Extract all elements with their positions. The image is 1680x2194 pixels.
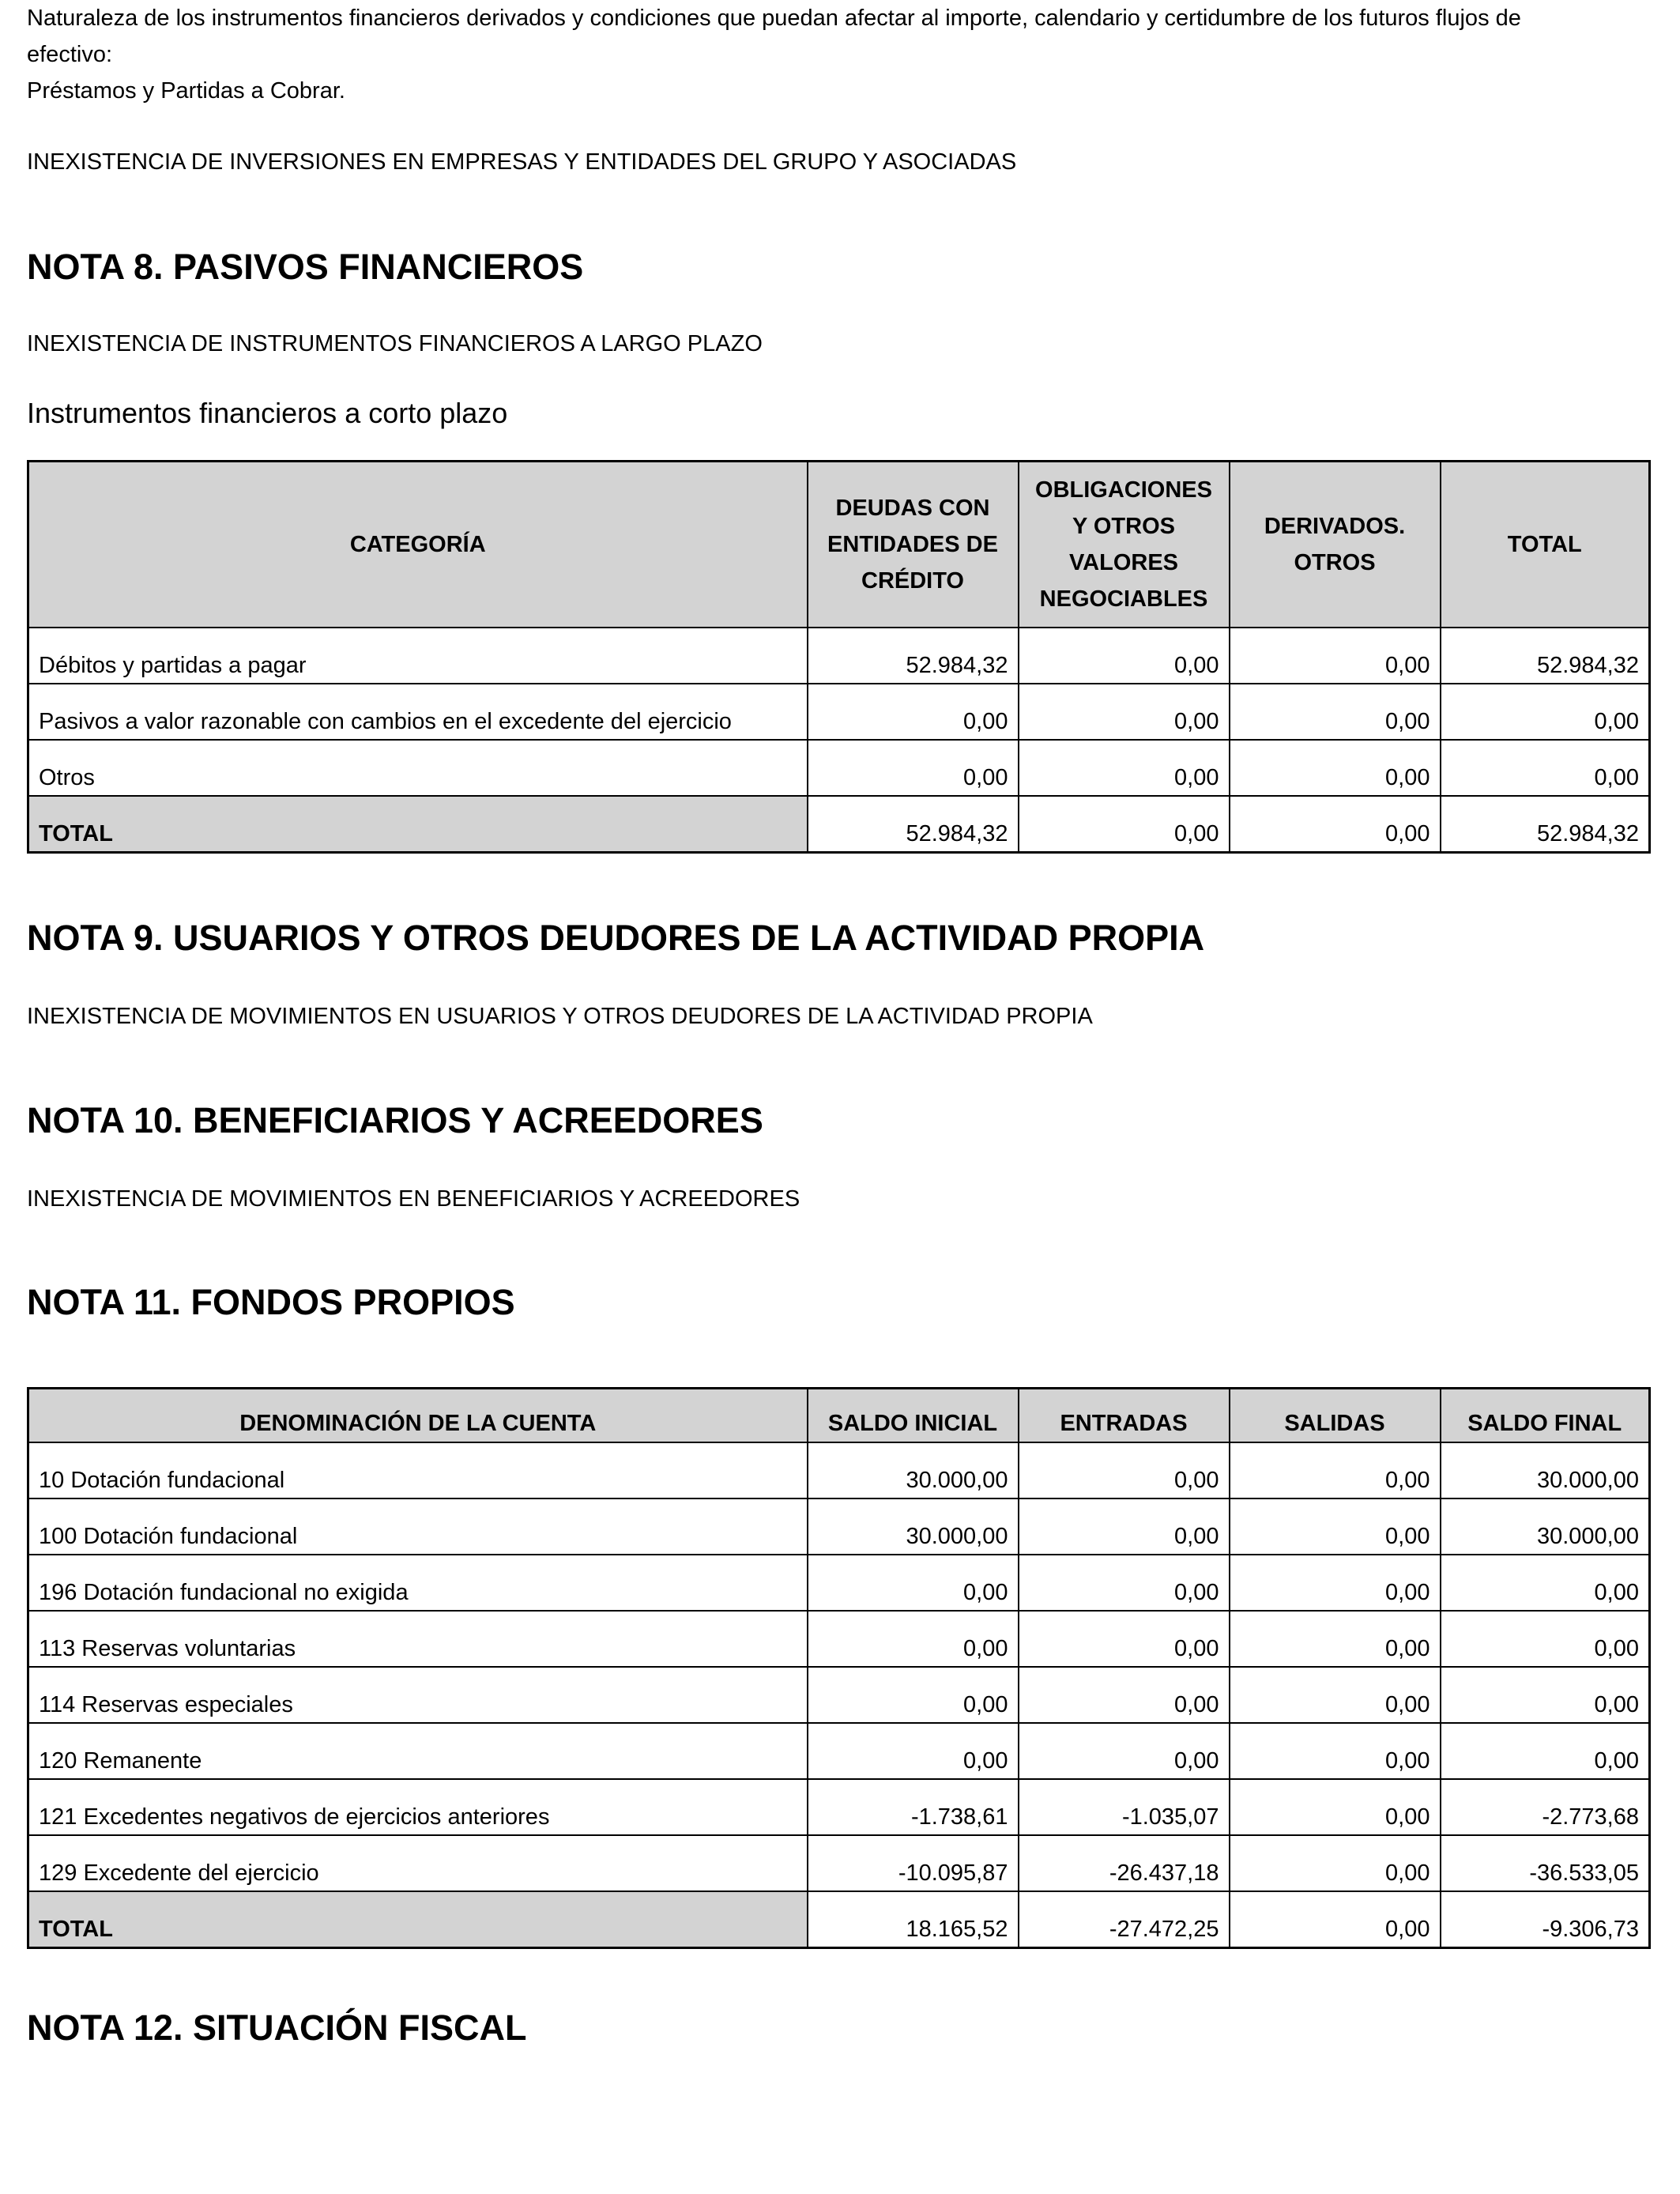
cell-value: 0,00 bbox=[808, 740, 1019, 796]
intro-paragraph bbox=[27, 0, 1655, 109]
cell-value: 0,00 bbox=[1230, 740, 1441, 796]
cell-value: 52.984,32 bbox=[808, 628, 1019, 684]
inexistencia-inversiones-text: INEXISTENCIA DE INVERSIONES EN EMPRESAS Y ENTIDADES DEL GRUPO Y ASOCIADAS bbox=[27, 149, 1017, 175]
total-value: -9.306,73 bbox=[1441, 1891, 1650, 1948]
nota10-title: NOTA 10. BENEFICIARIOS Y ACREEDORES bbox=[27, 1100, 763, 1140]
cell-value: 30.000,00 bbox=[808, 1442, 1019, 1498]
table-row bbox=[28, 740, 1650, 796]
nota8-largo-plazo-text: INEXISTENCIA DE INSTRUMENTOS FINANCIEROS A LARGO PLAZO bbox=[27, 331, 763, 356]
cell-value: 0,00 bbox=[1230, 1555, 1441, 1611]
table-row bbox=[28, 1835, 1650, 1891]
table-header-row bbox=[28, 1389, 1650, 1442]
cell-value: 0,00 bbox=[1019, 1723, 1230, 1779]
cell-value: 0,00 bbox=[1441, 684, 1650, 740]
cell-value: 0,00 bbox=[1019, 1611, 1230, 1667]
header-categoria: CATEGORÍA bbox=[28, 462, 808, 628]
cell-value: -2.773,68 bbox=[1441, 1779, 1650, 1835]
total-value: 52.984,32 bbox=[1441, 796, 1650, 853]
row-label: Pasivos a valor razonable con cambios en el excedente del ejercicio bbox=[28, 684, 808, 740]
cell-value: 0,00 bbox=[1230, 1611, 1441, 1667]
row-label: 196 Dotación fundacional no exigida bbox=[28, 1555, 808, 1611]
nota11-title: NOTA 11. FONDOS PROPIOS bbox=[27, 1282, 515, 1322]
row-label: 114 Reservas especiales bbox=[28, 1667, 808, 1723]
intro-line-2: efectivo: bbox=[27, 42, 112, 67]
header-entradas: ENTRADAS bbox=[1019, 1389, 1230, 1442]
table-row bbox=[28, 1555, 1650, 1611]
total-label: TOTAL bbox=[28, 796, 808, 853]
table-row bbox=[28, 1667, 1650, 1723]
cell-value: 0,00 bbox=[1019, 1498, 1230, 1555]
intro-line-3: Préstamos y Partidas a Cobrar. bbox=[27, 78, 345, 104]
cell-value: 0,00 bbox=[1230, 1835, 1441, 1891]
fondos-propios-table bbox=[27, 1387, 1651, 1949]
header-deudas-entidades-credito: DEUDAS CON ENTIDADES DE CRÉDITO bbox=[808, 462, 1019, 628]
table-row bbox=[28, 684, 1650, 740]
cell-value: 0,00 bbox=[1230, 1442, 1441, 1498]
cell-value: 0,00 bbox=[808, 1667, 1019, 1723]
cell-value: 0,00 bbox=[1019, 740, 1230, 796]
total-value: 0,00 bbox=[1019, 796, 1230, 853]
cell-value: -36.533,05 bbox=[1441, 1835, 1650, 1891]
table-total-row bbox=[28, 1891, 1650, 1948]
cell-value: 0,00 bbox=[1441, 1667, 1650, 1723]
pasivos-financieros-table bbox=[27, 460, 1651, 854]
total-value: 0,00 bbox=[1230, 1891, 1441, 1948]
header-denominacion: DENOMINACIÓN DE LA CUENTA bbox=[28, 1389, 808, 1442]
table-row bbox=[28, 1498, 1650, 1555]
row-label: 10 Dotación fundacional bbox=[28, 1442, 808, 1498]
cell-value: 0,00 bbox=[1441, 1611, 1650, 1667]
header-saldo-final: SALDO FINAL bbox=[1441, 1389, 1650, 1442]
cell-value: -1.035,07 bbox=[1019, 1779, 1230, 1835]
cell-value: 0,00 bbox=[808, 1723, 1019, 1779]
nota8-title: NOTA 8. PASIVOS FINANCIEROS bbox=[27, 247, 584, 287]
header-total: TOTAL bbox=[1441, 462, 1650, 628]
row-label: Otros bbox=[28, 740, 808, 796]
total-value: -27.472,25 bbox=[1019, 1891, 1230, 1948]
header-obligaciones-valores: OBLIGACIONES Y OTROS VALORES NEGOCIABLES bbox=[1019, 462, 1230, 628]
cell-value: 0,00 bbox=[1230, 1723, 1441, 1779]
total-label: TOTAL bbox=[28, 1891, 808, 1948]
cell-value: 0,00 bbox=[1019, 1555, 1230, 1611]
row-label: 113 Reservas voluntarias bbox=[28, 1611, 808, 1667]
cell-value: 30.000,00 bbox=[1441, 1442, 1650, 1498]
row-label: Débitos y partidas a pagar bbox=[28, 628, 808, 684]
cell-value: 0,00 bbox=[1230, 1667, 1441, 1723]
table-row bbox=[28, 1442, 1650, 1498]
nota9-title: NOTA 9. USUARIOS Y OTROS DEUDORES DE LA ACTIVIDAD PROPIA bbox=[27, 918, 1205, 958]
cell-value: 0,00 bbox=[808, 1555, 1019, 1611]
nota9-text: INEXISTENCIA DE MOVIMIENTOS EN USUARIOS Y OTROS DEUDORES DE LA ACTIVIDAD PROPIA bbox=[27, 1004, 1093, 1029]
table-row bbox=[28, 1779, 1650, 1835]
cell-value: 0,00 bbox=[1441, 1555, 1650, 1611]
cell-value: 0,00 bbox=[1441, 740, 1650, 796]
table-row bbox=[28, 628, 1650, 684]
cell-value: -1.738,61 bbox=[808, 1779, 1019, 1835]
cell-value: 0,00 bbox=[1019, 628, 1230, 684]
row-label: 100 Dotación fundacional bbox=[28, 1498, 808, 1555]
cell-value: 0,00 bbox=[1441, 1723, 1650, 1779]
cell-value: 30.000,00 bbox=[808, 1498, 1019, 1555]
total-value: 0,00 bbox=[1230, 796, 1441, 853]
cell-value: -10.095,87 bbox=[808, 1835, 1019, 1891]
nota8-corto-plazo-title: Instrumentos financieros a corto plazo bbox=[27, 397, 508, 429]
row-label: 121 Excedentes negativos de ejercicios anteriores bbox=[28, 1779, 808, 1835]
header-saldo-inicial: SALDO INICIAL bbox=[808, 1389, 1019, 1442]
cell-value: 0,00 bbox=[808, 684, 1019, 740]
cell-value: 0,00 bbox=[1230, 1498, 1441, 1555]
nota12-title: NOTA 12. SITUACIÓN FISCAL bbox=[27, 2007, 527, 2048]
row-label: 129 Excedente del ejercicio bbox=[28, 1835, 808, 1891]
cell-value: 0,00 bbox=[1230, 684, 1441, 740]
cell-value: 0,00 bbox=[1019, 1667, 1230, 1723]
row-label: 120 Remanente bbox=[28, 1723, 808, 1779]
nota10-text: INEXISTENCIA DE MOVIMIENTOS EN BENEFICIARIOS Y ACREEDORES bbox=[27, 1186, 800, 1212]
intro-line-1: Naturaleza de los instrumentos financieros derivados y condiciones que puedan afectar al importe, calendario y certidumbre de los futuros flujos de bbox=[27, 6, 1521, 31]
cell-value: 30.000,00 bbox=[1441, 1498, 1650, 1555]
table-row bbox=[28, 1611, 1650, 1667]
header-salidas: SALIDAS bbox=[1230, 1389, 1441, 1442]
table-total-row bbox=[28, 796, 1650, 853]
cell-value: 52.984,32 bbox=[1441, 628, 1650, 684]
header-derivados-otros: DERIVADOS. OTROS bbox=[1230, 462, 1441, 628]
cell-value: 0,00 bbox=[1230, 1779, 1441, 1835]
table-row bbox=[28, 1723, 1650, 1779]
total-value: 18.165,52 bbox=[808, 1891, 1019, 1948]
cell-value: 0,00 bbox=[1019, 684, 1230, 740]
table-header-row bbox=[28, 462, 1650, 628]
cell-value: -26.437,18 bbox=[1019, 1835, 1230, 1891]
cell-value: 0,00 bbox=[1019, 1442, 1230, 1498]
cell-value: 0,00 bbox=[808, 1611, 1019, 1667]
total-value: 52.984,32 bbox=[808, 796, 1019, 853]
cell-value: 0,00 bbox=[1230, 628, 1441, 684]
